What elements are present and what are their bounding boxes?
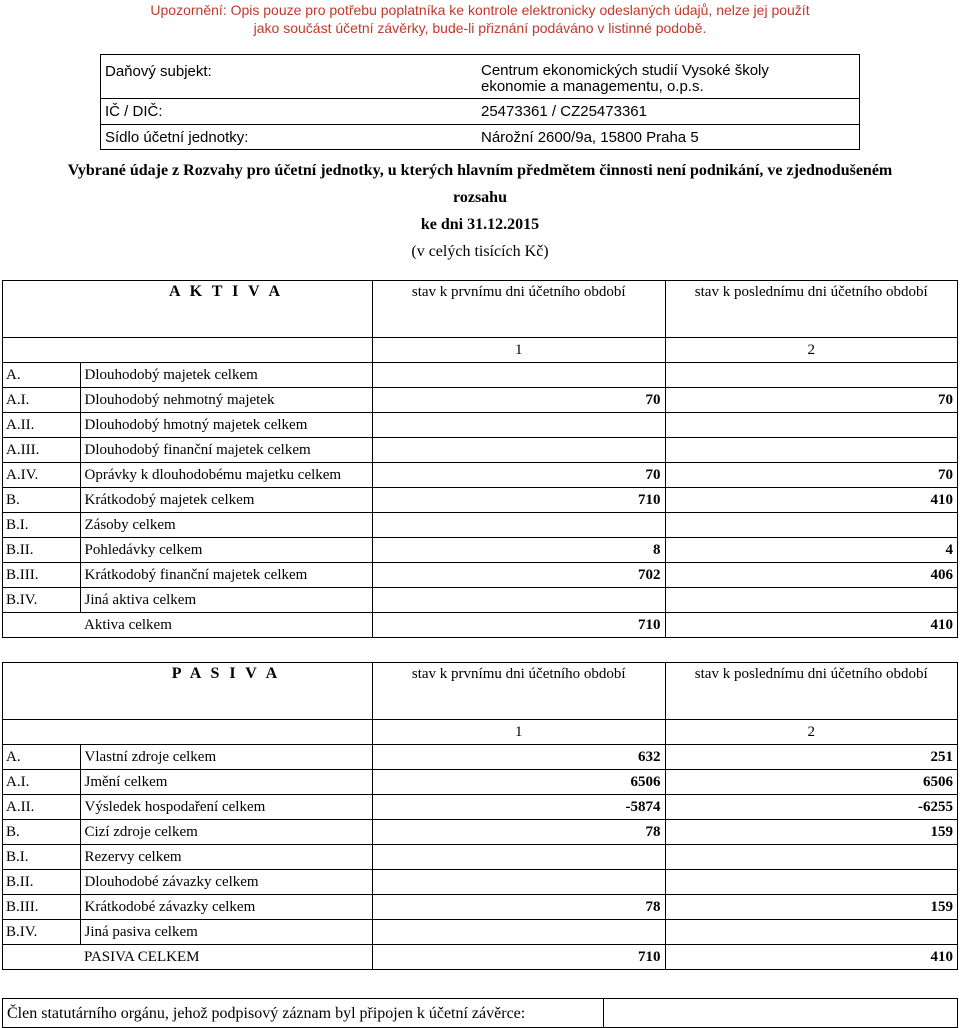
- signature-divider: [603, 999, 604, 1027]
- subject-seat-label: Sídlo účetní jednotky:: [105, 129, 249, 146]
- pasiva-total-code: [3, 945, 81, 970]
- row-value-1: 8: [373, 538, 666, 563]
- report-date: ke dni 31.12.2015: [420, 216, 540, 233]
- aktiva-index-row: [3, 338, 958, 363]
- row-value-2: 406: [665, 563, 958, 588]
- table-row: [3, 563, 958, 588]
- pasiva-total-label: PASIVA CELKEM: [80, 945, 373, 970]
- subject-ic-label: IČ / DIČ:: [105, 103, 163, 120]
- row-value-2: [665, 413, 958, 438]
- subject-name-value-line-1: Centrum ekonomických studií Vysoké školy: [481, 62, 769, 79]
- row-code: B.: [3, 488, 81, 513]
- row-code: A.II.: [3, 413, 81, 438]
- row-value-2: [665, 920, 958, 945]
- row-code: B.: [3, 820, 81, 845]
- row-code: B.II.: [3, 870, 81, 895]
- aktiva-header-row: [3, 281, 958, 338]
- row-value-1: [373, 513, 666, 538]
- signature-box: [2, 998, 958, 1028]
- pasiva-header-row: [3, 663, 958, 720]
- table-row: [3, 363, 958, 388]
- row-code: A.IV.: [3, 463, 81, 488]
- pasiva-table: [2, 662, 958, 970]
- table-row: [3, 770, 958, 795]
- row-code: A.II.: [3, 795, 81, 820]
- row-code: A.: [3, 363, 81, 388]
- table-row: [3, 388, 958, 413]
- pasiva-index-2: 2: [665, 720, 958, 745]
- row-value-1: 6506: [373, 770, 666, 795]
- row-value-2: [665, 513, 958, 538]
- row-value-2: [665, 845, 958, 870]
- table-row: [3, 795, 958, 820]
- subject-name-value-line-2: ekonomie a managementu, o.p.s.: [481, 78, 704, 95]
- row-name: Dlouhodobé závazky celkem: [80, 870, 373, 895]
- signature-label: Člen statutárního orgánu, jehož podpisový záznam byl připojen k účetní závěrce:: [7, 1005, 526, 1022]
- row-value-1: -5874: [373, 795, 666, 820]
- row-value-1: [373, 870, 666, 895]
- report-title-line-2: rozsahu: [453, 189, 507, 206]
- row-value-2: 159: [665, 820, 958, 845]
- row-value-2: [665, 438, 958, 463]
- aktiva-total-label: Aktiva celkem: [80, 613, 373, 638]
- row-name: Jiná aktiva celkem: [80, 588, 373, 613]
- row-value-1: 78: [373, 895, 666, 920]
- pasiva-total-v1: 710: [373, 945, 666, 970]
- row-name: Krátkodobý majetek celkem: [80, 488, 373, 513]
- row-code: A.I.: [3, 388, 81, 413]
- row-name: Dlouhodobý majetek celkem: [80, 363, 373, 388]
- pasiva-header-code: [3, 663, 81, 720]
- subject-box: [100, 54, 860, 150]
- aktiva-total-code: [3, 613, 81, 638]
- row-value-1: 702: [373, 563, 666, 588]
- table-row: [3, 920, 958, 945]
- row-name: Cizí zdroje celkem: [80, 820, 373, 845]
- table-row: [3, 870, 958, 895]
- row-value-2: [665, 363, 958, 388]
- row-name: Zásoby celkem: [80, 513, 373, 538]
- row-code: A.: [3, 745, 81, 770]
- pasiva-index-code: [3, 720, 81, 745]
- pasiva-title: P A S I V A: [80, 663, 373, 720]
- row-name: Jmění celkem: [80, 770, 373, 795]
- aktiva-total-row: [3, 613, 958, 638]
- row-value-1: 70: [373, 463, 666, 488]
- pasiva-col1-header: stav k prvnímu dni účetního období: [373, 663, 666, 720]
- warning-line-2: jako součást účetní závěrky, bude-li přiznání podáváno v listinné podobě.: [253, 20, 707, 36]
- aktiva-col1-header: stav k prvnímu dni účetního období: [373, 281, 666, 338]
- report-units: (v celých tisících Kč): [411, 243, 549, 260]
- table-row: [3, 588, 958, 613]
- pasiva-index-name: [80, 720, 373, 745]
- row-code: A.III.: [3, 438, 81, 463]
- row-value-2: 159: [665, 895, 958, 920]
- aktiva-total-v2: 410: [665, 613, 958, 638]
- pasiva-col2-header: stav k poslednímu dni účetního období: [665, 663, 958, 720]
- row-name: Krátkodobý finanční majetek celkem: [80, 563, 373, 588]
- row-name: Krátkodobé závazky celkem: [80, 895, 373, 920]
- row-value-1: 78: [373, 820, 666, 845]
- row-code: B.I.: [3, 845, 81, 870]
- row-code: B.III.: [3, 895, 81, 920]
- aktiva-index-name: [80, 338, 373, 363]
- table-row: [3, 820, 958, 845]
- row-value-2: 4: [665, 538, 958, 563]
- subject-name-value: [481, 63, 769, 95]
- subject-seat-value: Nárožní 2600/9a, 15800 Praha 5: [481, 129, 699, 146]
- row-name: Jiná pasiva celkem: [80, 920, 373, 945]
- warning-line-1: Upozornění: Opis pouze pro potřebu poplatníka ke kontrole elektronicky odeslaných údajů, nelze jej použít: [150, 2, 810, 18]
- row-value-2: -6255: [665, 795, 958, 820]
- aktiva-index-1: 1: [373, 338, 666, 363]
- row-name: Oprávky k dlouhodobému majetku celkem: [80, 463, 373, 488]
- row-value-2: [665, 870, 958, 895]
- aktiva-header-code: [3, 281, 81, 338]
- table-row: [3, 845, 958, 870]
- table-row: [3, 895, 958, 920]
- row-value-2: 410: [665, 488, 958, 513]
- aktiva-col2-header: stav k poslednímu dni účetního období: [665, 281, 958, 338]
- row-value-2: [665, 588, 958, 613]
- aktiva-index-code: [3, 338, 81, 363]
- row-value-1: [373, 588, 666, 613]
- row-value-1: [373, 920, 666, 945]
- row-code: B.I.: [3, 513, 81, 538]
- table-row: [3, 513, 958, 538]
- table-row: [3, 538, 958, 563]
- aktiva-total-v1: 710: [373, 613, 666, 638]
- row-code: B.IV.: [3, 920, 81, 945]
- subject-name-row: [101, 55, 859, 99]
- row-code: B.II.: [3, 538, 81, 563]
- row-code: B.III.: [3, 563, 81, 588]
- row-name: Výsledek hospodaření celkem: [80, 795, 373, 820]
- row-name: Pohledávky celkem: [80, 538, 373, 563]
- pasiva-index-1: 1: [373, 720, 666, 745]
- pasiva-total-row: [3, 945, 958, 970]
- row-value-1: 710: [373, 488, 666, 513]
- subject-ic-value: 25473361 / CZ25473361: [481, 103, 647, 120]
- row-code: A.I.: [3, 770, 81, 795]
- row-value-1: [373, 845, 666, 870]
- table-row: [3, 745, 958, 770]
- row-value-2: 251: [665, 745, 958, 770]
- row-value-2: 70: [665, 388, 958, 413]
- table-row: [3, 488, 958, 513]
- row-value-1: 632: [373, 745, 666, 770]
- aktiva-table: [2, 280, 958, 638]
- pasiva-index-row: [3, 720, 958, 745]
- row-value-2: 70: [665, 463, 958, 488]
- table-row: [3, 438, 958, 463]
- report-title-line-1: Vybrané údaje z Rozvahy pro účetní jednotky, u kterých hlavním předmětem činnosti není podnikání, ve zjednodušeném: [67, 162, 893, 179]
- subject-name-label: Daňový subjekt:: [105, 63, 212, 80]
- row-value-1: [373, 438, 666, 463]
- row-value-2: 6506: [665, 770, 958, 795]
- subject-ic-row: [101, 99, 859, 125]
- aktiva-title: A K T I V A: [80, 281, 373, 338]
- row-code: B.IV.: [3, 588, 81, 613]
- row-name: Vlastní zdroje celkem: [80, 745, 373, 770]
- aktiva-index-2: 2: [665, 338, 958, 363]
- row-name: Dlouhodobý hmotný majetek celkem: [80, 413, 373, 438]
- subject-seat-row: [101, 125, 859, 151]
- row-name: Rezervy celkem: [80, 845, 373, 870]
- table-row: [3, 463, 958, 488]
- row-value-1: [373, 363, 666, 388]
- row-name: Dlouhodobý nehmotný majetek: [80, 388, 373, 413]
- row-value-1: [373, 413, 666, 438]
- row-value-1: 70: [373, 388, 666, 413]
- table-row: [3, 413, 958, 438]
- pasiva-total-v2: 410: [665, 945, 958, 970]
- row-name: Dlouhodobý finanční majetek celkem: [80, 438, 373, 463]
